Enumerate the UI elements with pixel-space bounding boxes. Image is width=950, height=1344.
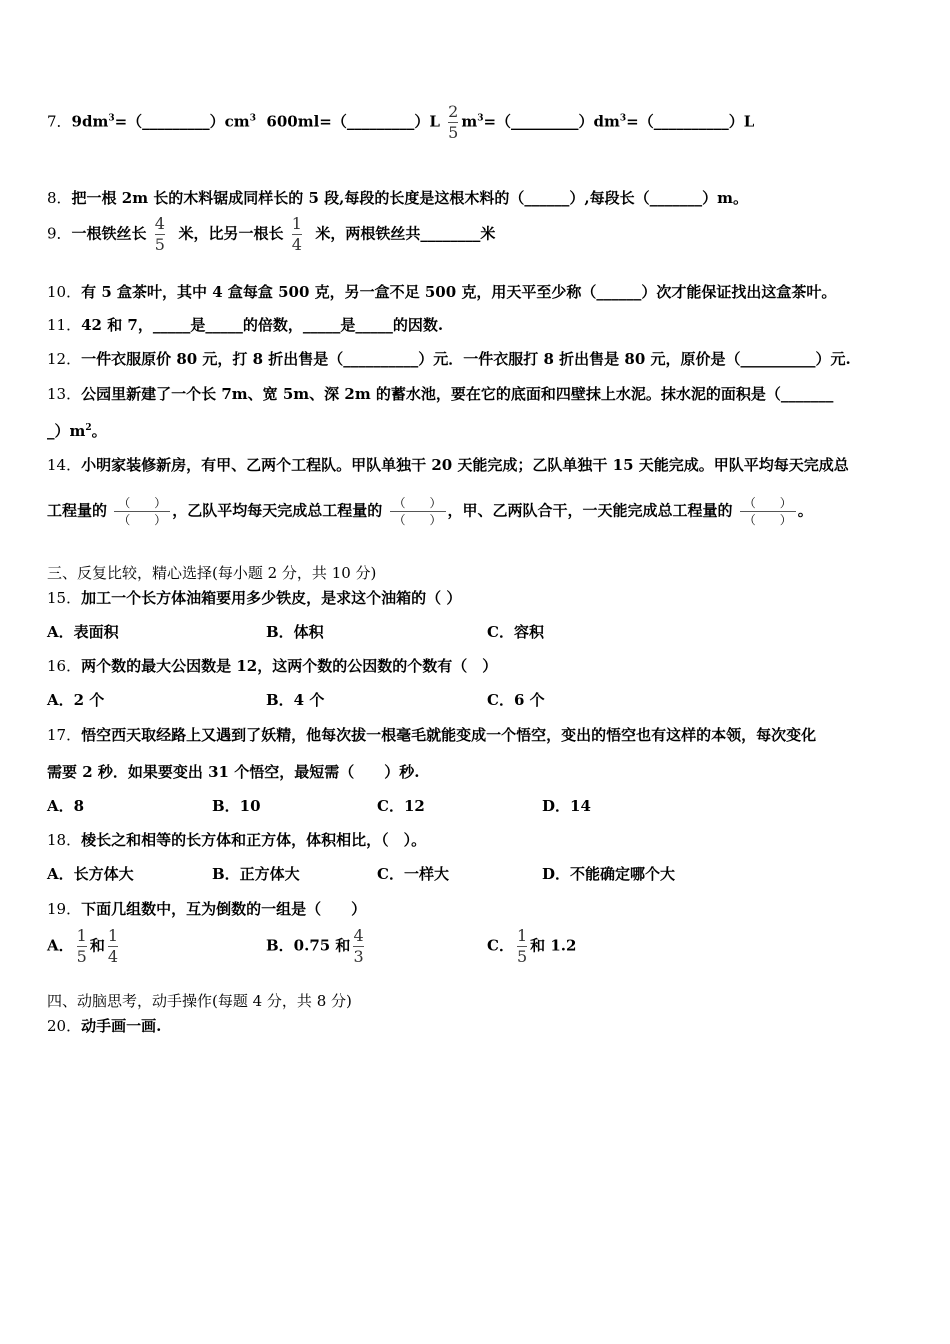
- question-text: 米，比另一根长: [178, 224, 284, 243]
- question-20: [47, 1015, 161, 1036]
- question-text: 两个数的最大公因数是 12，这两个数的公因数的个数有（ ）: [81, 657, 498, 675]
- question-number: 13．: [47, 385, 82, 403]
- q7-part3: 600ml=（_________）L: [255, 112, 440, 131]
- question-number: 18．: [47, 831, 82, 849]
- question-text: 42 和 7，_____是_____的倍数，_____是_____的因数.: [81, 316, 444, 334]
- option-c[interactable]: C．6 个: [487, 691, 545, 709]
- question-text-end: 。: [797, 501, 813, 520]
- question-number: 9．: [47, 224, 72, 243]
- q7-part5: =（_________）dm: [483, 112, 620, 131]
- question-16: [47, 655, 497, 676]
- question-text: 小明家装修新房，有甲、乙两个工程队。甲队单独干 20 天能完成；乙队单独干 15 天能完成。甲队平均每天完成总: [81, 456, 849, 474]
- q7-part6: =（__________）L: [626, 112, 755, 131]
- question-text: 把一根 2m 长的木料锯成同样长的 5 段,每段的长度是这根木料的（______）,每段长（_______）m。: [71, 189, 749, 207]
- question-text: 米，两根铁丝共________米: [315, 224, 496, 243]
- superscript: 3: [249, 113, 256, 124]
- fraction-one-fifth: $\frac{1}{5}$: [516, 926, 528, 966]
- section-heading-3: 三、反复比较，精心选择(每小题 2 分，共 10 分): [47, 564, 377, 582]
- question-10: [47, 281, 836, 302]
- question-number: 12．: [47, 350, 82, 368]
- fraction-one-fourth: $\frac{1}{4}$: [291, 214, 302, 254]
- blank-fraction[interactable]: （ ） （ ）: [390, 497, 446, 526]
- option-b[interactable]: B．0.75 和 $\frac{4}{3}$: [266, 926, 364, 966]
- q7-part4: m: [461, 112, 478, 131]
- question-text: _）m: [47, 422, 86, 440]
- q7-part1: 9dm: [71, 112, 109, 131]
- question-19: [47, 898, 366, 919]
- question-14-cont: [47, 497, 813, 526]
- fraction-one-fifth: $\frac{1}{5}$: [76, 926, 87, 966]
- question-text: 公园里新建了一个长 7m、宽 5m、深 2m 的蓄水池，要在它的底面和四壁抹上水泥。抹水泥的面积是（_______: [81, 385, 834, 403]
- option-b[interactable]: B．正方体大: [212, 865, 300, 883]
- question-17-cont: 需要 2 秒．如果要变出 31 个悟空，最短需（ ）秒.: [47, 763, 420, 781]
- question-number: 15．: [47, 589, 82, 607]
- question-8: [47, 187, 748, 208]
- question-number: 19．: [47, 900, 82, 918]
- option-d[interactable]: D．不能确定哪个大: [542, 865, 676, 883]
- question-text: 棱长之和相等的长方体和正方体，体积相比，（ ）。: [81, 831, 427, 849]
- question-text: 加工一个长方体油箱要用多少铁皮，是求这个油箱的（ ）: [81, 589, 462, 607]
- question-text: ，乙队平均每天完成总工程量的: [172, 501, 383, 520]
- option-c[interactable]: C．一样大: [377, 865, 449, 883]
- option-d[interactable]: D．14: [542, 797, 591, 815]
- option-b[interactable]: B．4 个: [266, 691, 325, 709]
- question-9: [47, 216, 495, 253]
- option-c[interactable]: C．12: [377, 797, 425, 815]
- question-text: 工程量的: [47, 501, 108, 520]
- question-number: 11．: [47, 316, 82, 334]
- question-number: 8．: [47, 189, 72, 207]
- fraction-four-fifths: $\frac{4}{5}$: [154, 214, 165, 254]
- question-7: [47, 104, 754, 141]
- option-b[interactable]: B．10: [212, 797, 261, 815]
- option-c[interactable]: C． $\frac{1}{5}$ 和 1.2: [487, 926, 577, 966]
- question-number: 16．: [47, 657, 82, 675]
- question-11: [47, 314, 443, 335]
- question-13: [47, 383, 833, 404]
- question-number: 20．: [47, 1017, 82, 1035]
- question-text: 一根铁丝长: [71, 224, 147, 243]
- question-text: 一件衣服原价 80 元，打 8 折出售是（__________）元．一件衣服打 8 折出售是 80 元，原价是（__________）元.: [81, 350, 851, 368]
- option-a[interactable]: A．8: [47, 797, 85, 815]
- option-b[interactable]: B．体积: [266, 623, 324, 641]
- option-a[interactable]: A． $\frac{1}{5}$ 和 $\frac{1}{4}$: [47, 926, 119, 966]
- question-17: [47, 724, 816, 745]
- question-number: 10．: [47, 283, 82, 301]
- question-12: [47, 348, 851, 369]
- question-13-cont: [47, 420, 107, 441]
- superscript: 2: [85, 423, 92, 433]
- option-a[interactable]: A．长方体大: [47, 865, 134, 883]
- question-text: 有 5 盒茶叶，其中 4 盒每盒 500 克，另一盒不足 500 克，用天平至少称（______）次才能保证找出这盒茶叶。: [81, 283, 837, 301]
- question-text: ，甲、乙两队合干，一天能完成总工程量的: [447, 501, 733, 520]
- blank-fraction[interactable]: （ ） （ ）: [740, 497, 796, 526]
- superscript: 3: [108, 113, 115, 124]
- question-number: 17．: [47, 726, 82, 744]
- q7-part2: =（_________）cm: [114, 112, 250, 131]
- question-15: [47, 587, 461, 608]
- superscript: 3: [619, 113, 627, 124]
- option-a[interactable]: A．表面积: [47, 623, 119, 641]
- question-14: [47, 454, 849, 475]
- fraction-one-fourth: $\frac{1}{4}$: [107, 926, 119, 966]
- question-text: 下面几组数中，互为倒数的一组是（ ）: [81, 900, 367, 918]
- section-heading-4: 四、动脑思考，动手操作(每题 4 分，共 8 分): [47, 992, 352, 1010]
- blank-fraction[interactable]: （ ） （ ）: [114, 497, 170, 526]
- question-text: 悟空西天取经路上又遇到了妖精，他每次拔一根毫毛就能变成一个悟空，变出的悟空也有这样的本领，每次变化: [81, 726, 817, 744]
- option-a[interactable]: A．2 个: [47, 691, 105, 709]
- question-text: 动手画一画.: [81, 1017, 162, 1035]
- option-c[interactable]: C．容积: [487, 623, 544, 641]
- question-number: 7．: [47, 112, 72, 131]
- question-number: 14．: [47, 456, 82, 474]
- question-18: [47, 829, 426, 850]
- superscript: 3: [477, 113, 484, 124]
- fraction-two-fifths: $\frac{2}{5}$: [448, 102, 459, 142]
- question-text-end: 。: [91, 422, 107, 440]
- fraction-four-thirds: $\frac{4}{3}$: [353, 926, 364, 966]
